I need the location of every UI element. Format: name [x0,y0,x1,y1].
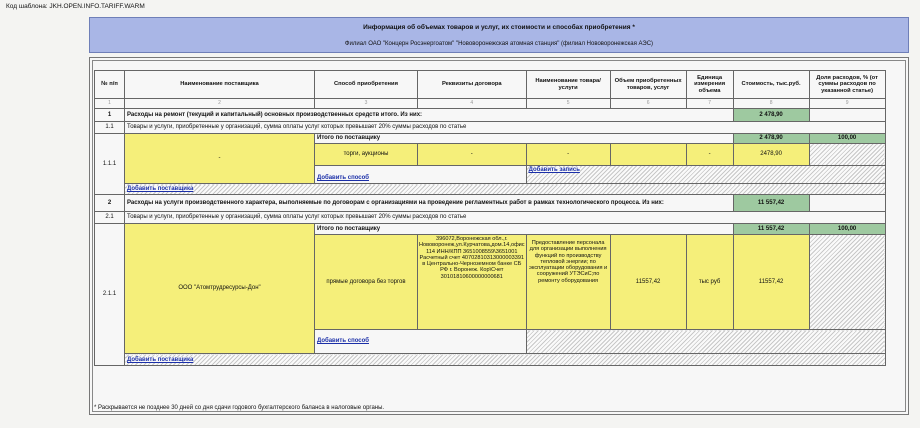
col-number: 2 [125,99,315,109]
hatched-cell [809,144,885,166]
page-subtitle: Филиал ОАО "Концерн Росэнергоатом" "Нововоронежская атомная станция" (филиал Нововоронежская АЭС) [344,41,654,47]
col-number: 7 [686,99,733,109]
add-supplier-cell [125,354,886,366]
goods-description: Предоставление персонала для организации выполнения функций по производству тепловой энергии; по эксплуатации оборудования и сооружений УТЭСиС;по ремонту оборудования [528,240,608,284]
section-2-num: 2 [95,195,125,212]
col-header-supplier: Наименование поставщика [125,71,315,99]
section-1-num: 1 [95,109,125,122]
row-1-1-1-cost: 2478,90 [733,144,809,166]
col-header-goods: Наименование товара/услуги [526,71,610,99]
supplier-1-total-row [95,134,886,144]
add-method-cell [315,330,527,354]
col-header-unit: Единица измерения объема [686,71,733,99]
add-supplier-1-row [95,184,886,195]
add-method-link[interactable]: Добавить способ [317,175,369,181]
section-1-title: Расходы на ремонт (текущий и капитальный) основных производственных средств итого. Из них: [125,109,734,122]
section-1-share [809,109,885,122]
col-header-cost: Стоимость, тыс.руб. [733,71,809,99]
column-header-row [95,71,886,99]
col-header-volume: Объем приобретенных товаров, услуг [610,71,686,99]
section-2-total: 11 557,42 [733,195,809,212]
page-header [89,17,909,53]
row-1-1-1-goods: - [526,144,610,166]
footnote: * Раскрывается не позднее 30 дней со дня сдачи годового бухгалтерского баланса в налоговые органы. [94,405,385,411]
subsection-1-1-share: 100,00 [809,134,885,144]
col-header-method: Способ приобретения [315,71,418,99]
add-supplier-2-row [95,354,886,366]
subsection-1-1-row [95,122,886,134]
supplier-2-total-label: Итого по поставщику [315,224,734,235]
subsection-1-1-total: 2 478,90 [733,134,809,144]
add-method-cell [315,166,527,184]
report-frame [89,57,909,415]
supplier-2-total-row [95,224,886,235]
add-supplier-link[interactable]: Добавить поставщика [127,357,194,363]
col-number: 8 [733,99,809,109]
section-2-row [95,195,886,212]
subsection-1-1-title: Товары и услуги, приобретенные у организаций, сумма оплаты услуг которых превышает 20% суммы расходов по статье [125,122,886,134]
subsection-2-1-num: 2.1 [95,212,125,224]
supplier-1-total-label: Итого по поставщику [315,134,734,144]
subsection-1-1-num: 1.1 [95,122,125,134]
add-supplier-link[interactable]: Добавить поставщика [127,186,194,192]
row-2-1-1-method: прямые договора без торгов [315,235,418,330]
row-1-1-1-volume [610,144,686,166]
col-number: 3 [315,99,418,109]
col-header-share: Доля расходов, % (от суммы расходов по указанной статье) [809,71,885,99]
section-1-total: 2 478,90 [733,109,809,122]
col-header-num: № п/п [95,71,125,99]
col-number: 5 [526,99,610,109]
subsection-2-1-total: 11 557,42 [733,224,809,235]
row-2-1-1-volume: 11557,42 [610,235,686,330]
row-1-1-1-num: 1.1.1 [95,134,125,195]
row-1-1-1-method: торги, аукционы [315,144,418,166]
contract-details: 396072,Воронежская обл.,г. Нововоронеж,ул.Курчатова,дом.14,офис 114 ИНН/КПП 3651008559\3651001 Расчетный счет 40702810313000003391 в Центрально-Черноземном банке СБ РФ г. Воронеж. Кор\Счет 30101810600000000681 [419,236,525,280]
col-number: 4 [418,99,527,109]
row-1-1-1-unit: - [686,144,733,166]
add-method-link[interactable]: Добавить способ [317,338,369,344]
hatched-cell [526,330,885,354]
row-1-1-1-supplier: - [125,134,315,184]
column-number-row [95,99,886,109]
row-2-1-1-unit: тыс руб [686,235,733,330]
row-2-1-1-supplier: ООО "Атомтрудресурсы-Дон" [125,224,315,354]
report-table [94,70,886,366]
col-number: 9 [809,99,885,109]
section-1-row [95,109,886,122]
row-2-1-1-goods [526,235,610,330]
add-record-cell [526,166,885,184]
subsection-2-1-share: 100,00 [809,224,885,235]
row-2-1-1-cost: 11557,42 [733,235,809,330]
row-2-1-1-contract [418,235,527,330]
page-title: Информация об объемах товаров и услуг, их стоимости и способах приобретения * [363,24,635,31]
row-1-1-1-contract: - [418,144,527,166]
add-record-link[interactable]: Добавить запись [528,167,580,173]
col-number: 1 [95,99,125,109]
section-2-share [809,195,885,212]
add-supplier-cell [125,184,886,195]
row-2-1-1-num: 2.1.1 [95,224,125,366]
template-code: Код шаблона: JKH.OPEN.INFO.TARIFF.WARM [6,3,145,10]
subsection-2-1-title: Товары и услуги, приобретенные у организаций, сумма оплаты услуг которых превышает 20% суммы расходов по статье [125,212,886,224]
col-number: 6 [610,99,686,109]
col-header-contract: Реквизиты договора [418,71,527,99]
section-2-title: Расходы на услуги производственного характера, выполняемые по договорам с организациями на проведение регламентных работ в рамках технологического процесса. Из них: [125,195,734,212]
subsection-2-1-row [95,212,886,224]
hatched-cell [809,235,885,330]
